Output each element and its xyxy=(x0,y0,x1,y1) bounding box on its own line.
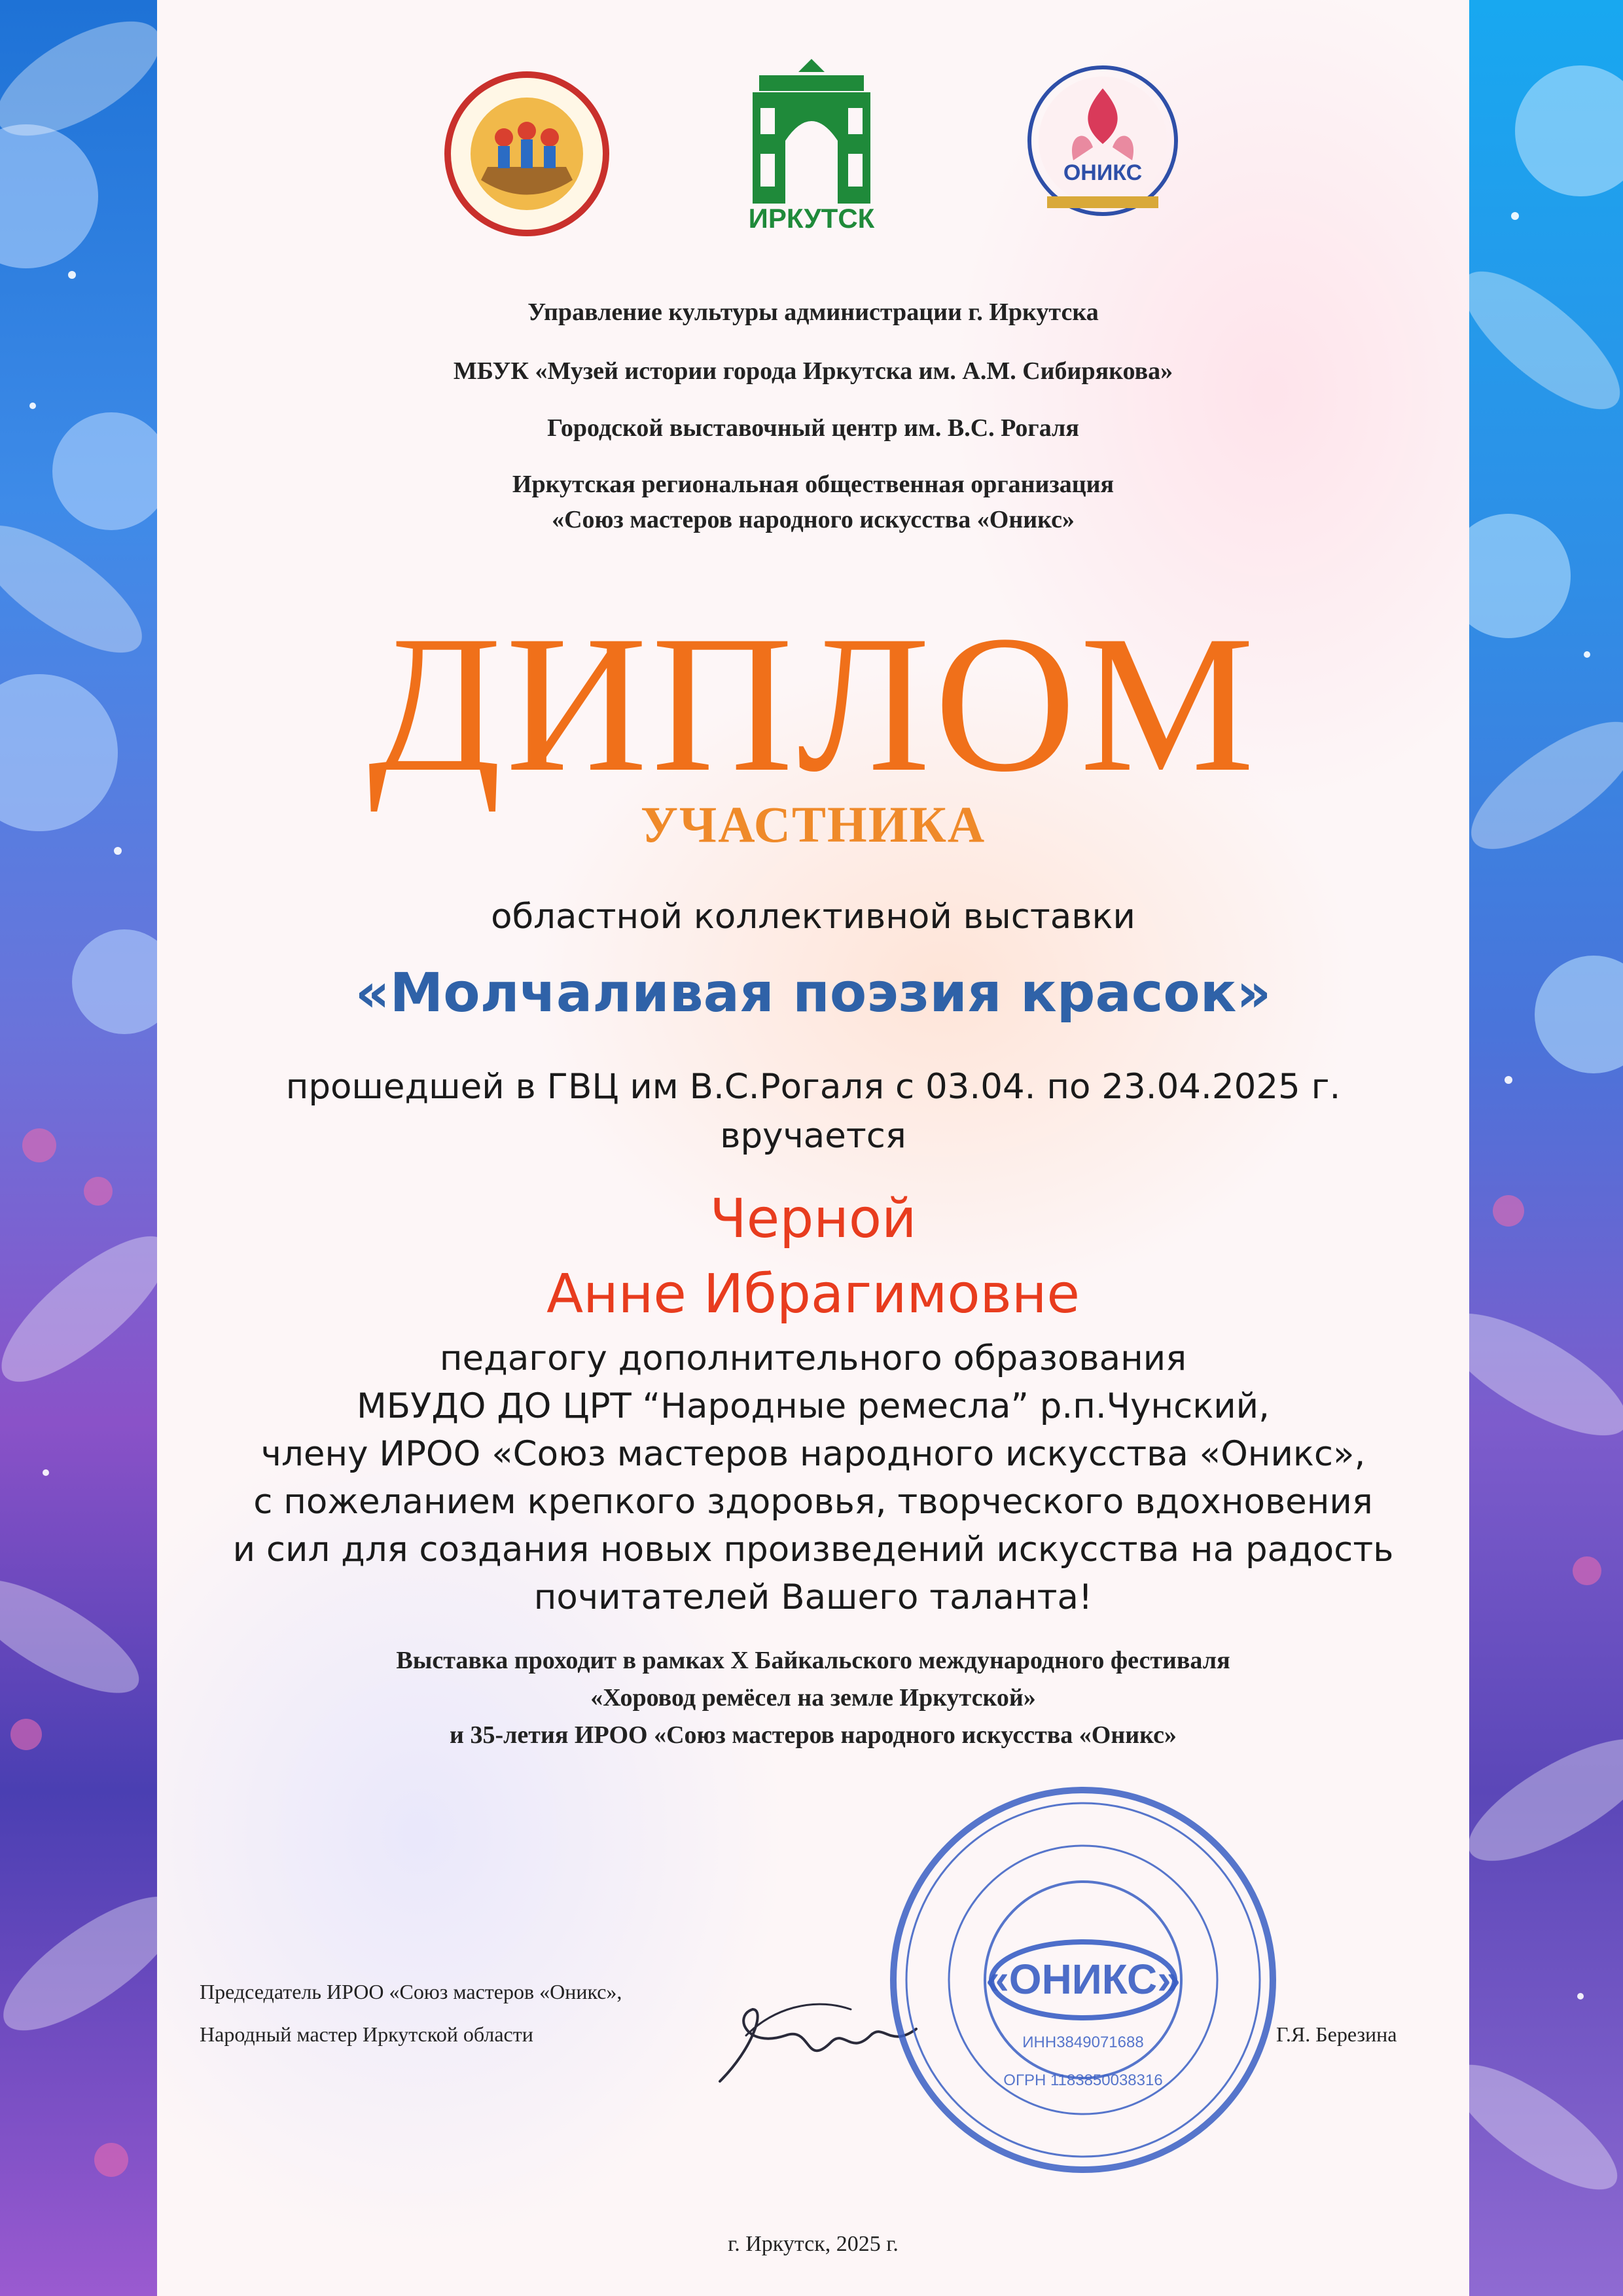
organizer-1: Управление культуры администрации г. Иркутска xyxy=(527,298,1099,326)
signer-position-1: Председатель ИРОО «Союз мастеров «Оникс», xyxy=(200,1980,622,2003)
festival-note-3: и 35-летия ИРОО «Союз мастеров народного искусства «Оникс» xyxy=(450,1721,1177,1749)
stamp-center-text: «ОНИКС» xyxy=(986,1956,1181,2003)
organizer-5: «Союз мастеров народного искусства «Оникс» xyxy=(552,506,1075,533)
right-decor-panel xyxy=(1469,0,1623,2296)
organizer-3: Городской выставочный центр им. В.С. Рогаля xyxy=(547,414,1079,442)
festival-note-2: «Хоровод ремёсел на земле Иркутской» xyxy=(590,1684,1036,1712)
oniks-brand: ОНИКС xyxy=(1063,160,1143,185)
signer-name: Г.Я. Березина xyxy=(1276,2022,1397,2046)
diploma-title: ДИПЛОМ xyxy=(368,595,1258,812)
recipient-detail-3: члену ИРОО «Союз мастеров народного искусства «Оникс», xyxy=(260,1434,1366,1474)
oniks-logo xyxy=(1021,62,1185,245)
recipient-surname: Черной xyxy=(709,1188,917,1250)
recipient-detail-2: МБУДО ДО ЦРТ “Народные ремесла” р.п.Чунский, xyxy=(357,1386,1270,1426)
signer-position-2: Народный мастер Иркутской области xyxy=(200,2022,533,2046)
festival-logo xyxy=(442,69,612,239)
recipient-name: Анне Ибрагимовне xyxy=(546,1263,1080,1325)
left-decor-panel xyxy=(0,0,157,2296)
irkutsk-arch-logo xyxy=(746,56,877,239)
recipient-detail-6: почитателей Вашего таланта! xyxy=(533,1577,1093,1617)
stamp-ogrn: ОГРН 1183850038316 xyxy=(1003,2072,1163,2089)
festival-note-1: Выставка проходит в рамках X Байкальского международного фестиваля xyxy=(396,1647,1230,1674)
recipient-detail-1: педагогу дополнительного образования xyxy=(439,1338,1187,1378)
official-stamp xyxy=(880,1777,1286,2183)
exhibition-name: «Молчаливая поэзия красок» xyxy=(355,962,1272,1024)
organizer-2: МБУК «Музей истории города Иркутска им. А.М. Сибирякова» xyxy=(453,357,1173,385)
stamp-inn: ИНН3849071688 xyxy=(1022,2034,1144,2051)
venue-line: прошедшей в ГВЦ им В.С.Рогаля с 03.04. по 23.04.2025 г. xyxy=(285,1067,1341,1107)
irkutsk-caption: ИРКУТСК xyxy=(748,203,875,234)
exhibition-intro: областной коллективной выставки xyxy=(491,897,1135,937)
organizer-4: Иркутская региональная общественная организация xyxy=(512,471,1115,498)
footer-place-date: г. Иркутск, 2025 г. xyxy=(728,2232,899,2256)
awarded-line: вручается xyxy=(720,1116,906,1156)
recipient-detail-5: и сил для создания новых произведений искусства на радость xyxy=(232,1530,1394,1570)
diploma-subtitle: УЧАСТНИКА xyxy=(640,796,986,853)
recipient-detail-4: с пожеланием крепкого здоровья, творческого вдохновения xyxy=(253,1482,1373,1522)
